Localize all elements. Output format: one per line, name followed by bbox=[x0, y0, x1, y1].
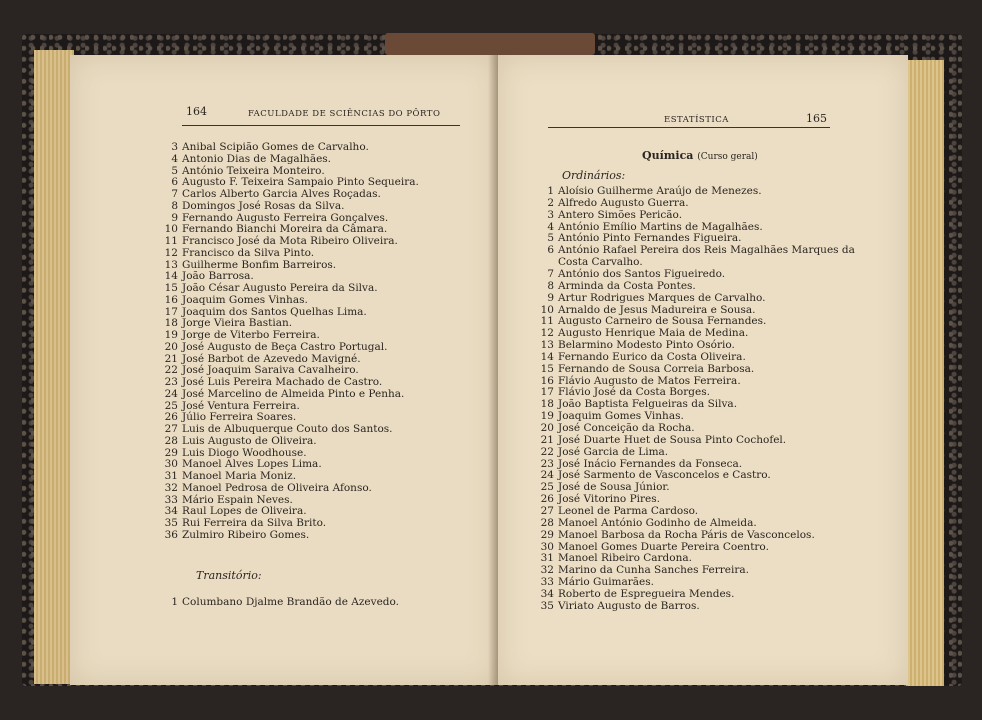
entry-name: Raul Lopes de Oliveira. bbox=[182, 505, 307, 518]
list-item bbox=[156, 294, 308, 306]
right-page bbox=[498, 55, 908, 685]
ordinarios-heading: Ordinários: bbox=[562, 169, 626, 182]
entry-number: 16 bbox=[164, 293, 178, 306]
list-item bbox=[156, 517, 326, 529]
list-item bbox=[532, 422, 695, 434]
entry-number: 22 bbox=[540, 445, 554, 458]
entry-name: Luis Augusto de Oliveira. bbox=[182, 434, 317, 447]
entry-name: Flávio Augusto de Matos Ferreira. bbox=[558, 374, 741, 387]
list-item bbox=[532, 446, 668, 458]
list-item bbox=[156, 458, 322, 470]
list-item bbox=[532, 327, 748, 339]
transitorio-heading: Transitório: bbox=[196, 569, 262, 582]
list-item bbox=[156, 353, 361, 365]
entry-number: 27 bbox=[164, 423, 178, 435]
entry-number: 7 bbox=[547, 267, 554, 280]
entry-name: António Teixeira Monteiro. bbox=[182, 164, 325, 177]
list-item bbox=[156, 423, 393, 435]
list-item bbox=[156, 494, 293, 506]
entry-name: António Rafael Pereira dos Reis Magalhães Marques da bbox=[558, 244, 855, 257]
entry-name: Fernando Augusto Ferreira Gonçalves. bbox=[182, 211, 389, 224]
entry-name: Joaquim dos Santos Quelhas Lima. bbox=[182, 305, 367, 318]
entry-name: Rui Ferreira da Silva Brito. bbox=[182, 517, 327, 529]
entry-name: Viriato Augusto de Barros. bbox=[558, 599, 700, 612]
entry-number: 3 bbox=[547, 208, 554, 221]
entry-number: 3 bbox=[171, 141, 178, 153]
entry-name: Flávio José da Costa Borges. bbox=[558, 386, 710, 399]
entry-name: Manoel Gomes Duarte Pereira Coentro. bbox=[558, 540, 769, 553]
entry-name: Belarmino Modesto Pinto Osório. bbox=[558, 339, 735, 352]
list-item bbox=[532, 185, 762, 197]
entry-name: Manoel António Godinho de Almeida. bbox=[558, 516, 757, 529]
page-number: 164 bbox=[186, 105, 207, 118]
entry-number: 36 bbox=[164, 528, 178, 541]
entry-number: 9 bbox=[547, 291, 554, 304]
list-item bbox=[532, 398, 737, 410]
list-item bbox=[156, 411, 296, 423]
list-item bbox=[532, 552, 692, 564]
entry-number: 14 bbox=[164, 270, 178, 283]
entry-name: Joaquim Gomes Vinhas. bbox=[558, 410, 684, 423]
entry-number: 30 bbox=[540, 540, 554, 553]
entry-number: 31 bbox=[164, 470, 178, 482]
list-item bbox=[156, 153, 331, 165]
page-edges-right bbox=[906, 60, 944, 686]
entry-name: Carlos Alberto Garcia Alves Roçadas. bbox=[182, 188, 381, 200]
list-item bbox=[532, 292, 766, 304]
entry-number: 20 bbox=[540, 422, 554, 434]
list-item bbox=[532, 493, 660, 505]
list-item bbox=[532, 339, 735, 351]
entry-number: 12 bbox=[540, 327, 554, 340]
entry-name: Antero Simões Pericão. bbox=[558, 208, 683, 221]
entry-name: José Joaquim Saraiva Cavalheiro. bbox=[182, 364, 359, 377]
list-item bbox=[156, 212, 388, 224]
entry-name: José Barbot de Azevedo Mavigné. bbox=[182, 352, 361, 365]
entry-name: Manoel Ribeiro Cardona. bbox=[558, 552, 692, 565]
entry-number: 17 bbox=[540, 386, 554, 399]
list-item bbox=[532, 517, 757, 529]
entry-number: 32 bbox=[540, 564, 554, 577]
entry-name: José Luis Pereira Machado de Castro. bbox=[182, 376, 383, 388]
list-item bbox=[532, 541, 769, 553]
list-item bbox=[156, 376, 382, 388]
list-item bbox=[532, 458, 742, 470]
entry-number: 1 bbox=[547, 185, 554, 197]
left-page bbox=[70, 55, 498, 685]
list-item bbox=[156, 388, 404, 400]
entry-number: 15 bbox=[540, 362, 554, 375]
entry-name: José Ventura Ferreira. bbox=[182, 399, 300, 412]
list-item bbox=[156, 364, 359, 376]
entry-name: António dos Santos Figueiredo. bbox=[558, 267, 726, 280]
list-item bbox=[156, 223, 387, 235]
entry-name: Aloísio Guilherme Araújo de Menezes. bbox=[558, 185, 762, 197]
list-item bbox=[532, 280, 696, 292]
list-item bbox=[532, 588, 734, 600]
entry-number: 34 bbox=[164, 505, 178, 518]
entry-name: Manoel Barbosa da Rocha Páris de Vasconcelos. bbox=[558, 528, 815, 541]
entry-name: Costa Carvalho. bbox=[558, 256, 643, 269]
entry-name: Antonio Dias de Magalhães. bbox=[182, 152, 332, 165]
entry-name: José Duarte Huet de Sousa Pinto Cochofel. bbox=[558, 433, 787, 446]
entry-name: Augusto F. Teixeira Sampaio Pinto Sequeira. bbox=[182, 176, 419, 189]
list-item bbox=[156, 282, 378, 294]
entry-number: 12 bbox=[164, 246, 178, 259]
section-title bbox=[642, 149, 758, 162]
entry-number: 8 bbox=[547, 279, 554, 292]
entry-name: Columbano Djalme Brandão de Azevedo. bbox=[182, 596, 399, 608]
running-head: ESTATÍSTICA bbox=[664, 115, 729, 125]
entry-number: 13 bbox=[164, 258, 178, 271]
entry-number: 24 bbox=[540, 469, 554, 482]
list-item bbox=[532, 469, 771, 481]
entry-number: 9 bbox=[171, 211, 178, 224]
entry-name: Roberto de Espregueira Mendes. bbox=[558, 587, 735, 600]
entry-number: 4 bbox=[547, 220, 554, 233]
list-item bbox=[156, 141, 369, 153]
entry-number: 23 bbox=[540, 457, 554, 470]
entry-number: 29 bbox=[164, 446, 178, 459]
list-item bbox=[156, 235, 398, 247]
entry-number: 6 bbox=[547, 244, 554, 257]
list-item bbox=[532, 209, 682, 221]
entry-number: 28 bbox=[540, 516, 554, 529]
entry-number: 14 bbox=[540, 350, 554, 363]
list-item bbox=[156, 259, 336, 271]
list-item bbox=[156, 470, 296, 482]
entry-number: 11 bbox=[164, 235, 178, 247]
entry-name: António Pinto Fernandes Figueira. bbox=[558, 232, 742, 245]
list-item bbox=[156, 341, 387, 353]
list-item bbox=[532, 600, 700, 612]
header-rule bbox=[182, 125, 460, 126]
entry-number: 6 bbox=[171, 176, 178, 189]
entry-number: 32 bbox=[164, 481, 178, 494]
list-item bbox=[156, 529, 309, 541]
entry-number: 10 bbox=[164, 223, 178, 236]
list-item bbox=[156, 505, 307, 517]
entry-number: 31 bbox=[540, 552, 554, 565]
entry-number: 35 bbox=[540, 599, 554, 612]
list-item bbox=[156, 447, 307, 459]
list-item bbox=[156, 435, 317, 447]
entry-number: 11 bbox=[540, 315, 554, 328]
entry-name: José Vitorino Pires. bbox=[558, 493, 660, 506]
list-item bbox=[532, 232, 741, 244]
entry-number: 28 bbox=[164, 434, 178, 447]
entry-name: José Marcelino de Almeida Pinto e Penha. bbox=[182, 387, 405, 400]
entry-name: Manoel Alves Lopes Lima. bbox=[182, 458, 322, 471]
entry-number: 24 bbox=[164, 387, 178, 400]
list-item bbox=[156, 400, 300, 412]
entry-name: José Conceição da Rocha. bbox=[558, 422, 695, 434]
entry-number: 10 bbox=[540, 303, 554, 316]
entry-name: Mário Espain Neves. bbox=[182, 493, 293, 506]
entry-name: Manoel Pedrosa de Oliveira Afonso. bbox=[182, 481, 372, 494]
entry-name: Luis de Albuquerque Couto dos Santos. bbox=[182, 423, 393, 435]
entry-name: Leonel de Parma Cardoso. bbox=[558, 504, 699, 517]
entry-name: Luis Diogo Woodhouse. bbox=[182, 446, 307, 459]
entry-number: 1 bbox=[171, 596, 178, 608]
entry-number: 13 bbox=[540, 339, 554, 352]
entry-number: 33 bbox=[164, 493, 178, 506]
entry-name: Arnaldo de Jesus Madureira e Sousa. bbox=[558, 303, 756, 316]
entry-number: 2 bbox=[547, 196, 554, 209]
entry-name: Fernando Eurico da Costa Oliveira. bbox=[558, 350, 746, 363]
entry-name: José Garcia de Lima. bbox=[558, 445, 669, 458]
list-item bbox=[532, 529, 815, 541]
list-item bbox=[532, 564, 749, 576]
list-item bbox=[156, 165, 325, 177]
list-item bbox=[532, 221, 763, 233]
list-item bbox=[156, 596, 399, 608]
running-head: FACULDADE DE SCIÊNCIAS DO PÔRTO bbox=[248, 109, 441, 119]
entry-number: 35 bbox=[164, 517, 178, 529]
entry-name: Augusto Henrique Maia de Medina. bbox=[558, 327, 749, 340]
entry-name: José Augusto de Beça Castro Portugal. bbox=[182, 340, 388, 353]
section-subtitle: (Curso geral) bbox=[697, 152, 758, 162]
list-item bbox=[532, 363, 754, 375]
entry-number: 21 bbox=[164, 352, 178, 365]
list-item bbox=[156, 306, 367, 318]
entry-number: 25 bbox=[164, 399, 178, 412]
page-edges-left bbox=[34, 50, 74, 684]
entry-name: Domingos José Rosas da Silva. bbox=[182, 199, 345, 212]
entry-number: 5 bbox=[171, 164, 178, 177]
entry-number: 26 bbox=[540, 493, 554, 506]
entry-number: 34 bbox=[540, 587, 554, 600]
list-item bbox=[532, 410, 684, 422]
list-item bbox=[532, 315, 766, 327]
entry-name: Arminda da Costa Pontes. bbox=[558, 279, 696, 292]
list-item bbox=[156, 188, 381, 200]
list-item bbox=[156, 317, 292, 329]
entry-number: 23 bbox=[164, 376, 178, 388]
entry-number: 30 bbox=[164, 458, 178, 471]
entry-name: Jorge de Viterbo Ferreira. bbox=[182, 329, 320, 341]
entry-number: 5 bbox=[547, 232, 554, 245]
list-item bbox=[532, 375, 741, 387]
list-item bbox=[532, 386, 710, 398]
entry-name: Fernando Bianchi Moreira da Câmara. bbox=[182, 223, 388, 236]
entry-number: 19 bbox=[540, 410, 554, 423]
entry-number: 19 bbox=[164, 329, 178, 341]
list-item bbox=[156, 176, 419, 188]
entry-name: Artur Rodrigues Marques de Carvalho. bbox=[558, 291, 766, 304]
entry-name: António Emílio Martins de Magalhães. bbox=[558, 220, 763, 233]
entry-name: Manoel Maria Moniz. bbox=[182, 470, 297, 482]
entry-number: 26 bbox=[164, 411, 178, 424]
entry-name: Francisco da Silva Pinto. bbox=[182, 246, 315, 259]
list-item bbox=[532, 268, 725, 280]
entry-name: Júlio Ferreira Soares. bbox=[182, 411, 297, 424]
entry-name: João Barrosa. bbox=[182, 270, 254, 283]
entry-number: 15 bbox=[164, 282, 178, 294]
list-item bbox=[532, 434, 786, 446]
entry-number: 25 bbox=[540, 481, 554, 494]
entry-name: José Inácio Fernandes da Fonseca. bbox=[558, 457, 743, 470]
list-item bbox=[532, 505, 698, 517]
entry-number: 29 bbox=[540, 528, 554, 541]
entry-name: Alfredo Augusto Guerra. bbox=[558, 196, 689, 209]
entry-number: 7 bbox=[171, 188, 178, 200]
entry-name: Guilherme Bonfim Barreiros. bbox=[182, 258, 337, 271]
entry-name: Fernando de Sousa Correia Barbosa. bbox=[558, 362, 755, 375]
entry-name: Joaquim Gomes Vinhas. bbox=[182, 293, 308, 306]
entry-name: Zulmiro Ribeiro Gomes. bbox=[182, 528, 310, 541]
page-number: 165 bbox=[806, 112, 827, 125]
list-item bbox=[532, 576, 654, 588]
entry-number: 27 bbox=[540, 504, 554, 517]
entry-name: João César Augusto Pereira da Silva. bbox=[182, 282, 378, 294]
list-item bbox=[156, 247, 314, 259]
list-item bbox=[532, 256, 643, 268]
entry-name: José Sarmento de Vasconcelos e Castro. bbox=[558, 469, 771, 482]
entry-name: João Baptista Felgueiras da Silva. bbox=[558, 398, 738, 411]
entry-number: 4 bbox=[171, 152, 178, 165]
entry-name: Augusto Carneiro de Sousa Fernandes. bbox=[558, 315, 767, 328]
entry-number: 17 bbox=[164, 305, 178, 318]
book-spine bbox=[385, 33, 595, 55]
entry-number: 22 bbox=[164, 364, 178, 377]
list-item bbox=[532, 244, 855, 256]
header-rule bbox=[548, 127, 830, 128]
entry-number: 20 bbox=[164, 340, 178, 353]
list-item bbox=[532, 481, 670, 493]
entry-number: 18 bbox=[540, 398, 554, 411]
entry-name: José de Sousa Júnior. bbox=[558, 481, 670, 494]
entry-name: Jorge Vieira Bastian. bbox=[182, 317, 293, 330]
list-item bbox=[156, 482, 372, 494]
entry-number: 21 bbox=[540, 433, 554, 446]
list-item bbox=[532, 197, 689, 209]
entry-name: Mário Guimarães. bbox=[558, 576, 654, 589]
entry-number: 16 bbox=[540, 374, 554, 387]
entry-number: 8 bbox=[171, 199, 178, 212]
list-item bbox=[156, 200, 344, 212]
entry-name: Francisco José da Mota Ribeiro Oliveira. bbox=[182, 235, 398, 247]
list-item bbox=[532, 304, 755, 316]
entry-name: Marino da Cunha Sanches Ferreira. bbox=[558, 564, 749, 577]
entry-number: 18 bbox=[164, 317, 178, 330]
entry-number: 33 bbox=[540, 576, 554, 589]
list-item bbox=[532, 351, 746, 363]
list-item bbox=[156, 329, 320, 341]
list-item bbox=[156, 270, 254, 282]
section-title-text: Química bbox=[642, 149, 694, 162]
entry-name: Anibal Scipião Gomes de Carvalho. bbox=[182, 141, 369, 153]
